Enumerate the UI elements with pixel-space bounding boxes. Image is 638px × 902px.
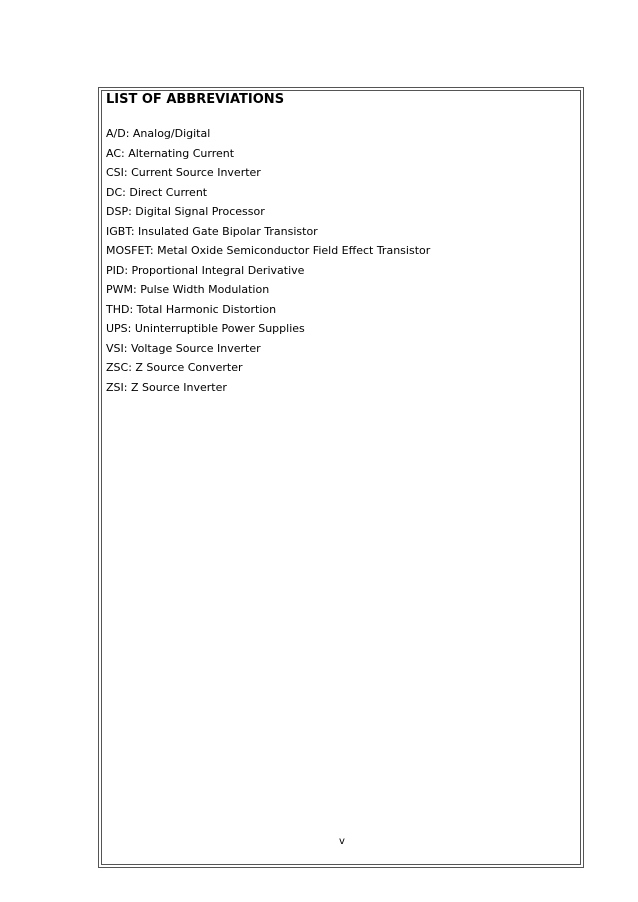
page-number: v [339, 836, 345, 847]
abbreviation-item: PID: Proportional Integral Derivative [106, 263, 305, 277]
abbreviation-item: IGBT: Insulated Gate Bipolar Transistor [106, 224, 318, 238]
abbreviation-item: DC: Direct Current [106, 185, 208, 199]
abbreviation-item: MOSFET: Metal Oxide Semiconductor Field Effect Transistor [106, 244, 431, 257]
abbreviation-item: THD: Total Harmonic Distortion [106, 302, 277, 316]
abbreviation-item: DSP: Digital Signal Processor [106, 205, 265, 218]
abbreviation-item: UPS: Uninterruptible Power Supplies [106, 322, 305, 335]
abbreviation-item: ZSC: Z Source Converter [106, 361, 243, 374]
abbreviation-item: AC: Alternating Current [106, 146, 235, 160]
page-title: LIST OF ABBREVIATIONS [106, 92, 285, 107]
abbreviation-list [106, 124, 430, 397]
abbreviation-item: A/D: Analog/Digital [106, 127, 211, 140]
abbreviation-item: ZSI: Z Source Inverter [106, 380, 227, 394]
abbreviation-item: PWM: Pulse Width Modulation [106, 283, 270, 296]
abbreviation-item: CSI: Current Source Inverter [106, 166, 261, 179]
abbreviation-item: VSI: Voltage Source Inverter [106, 341, 261, 355]
